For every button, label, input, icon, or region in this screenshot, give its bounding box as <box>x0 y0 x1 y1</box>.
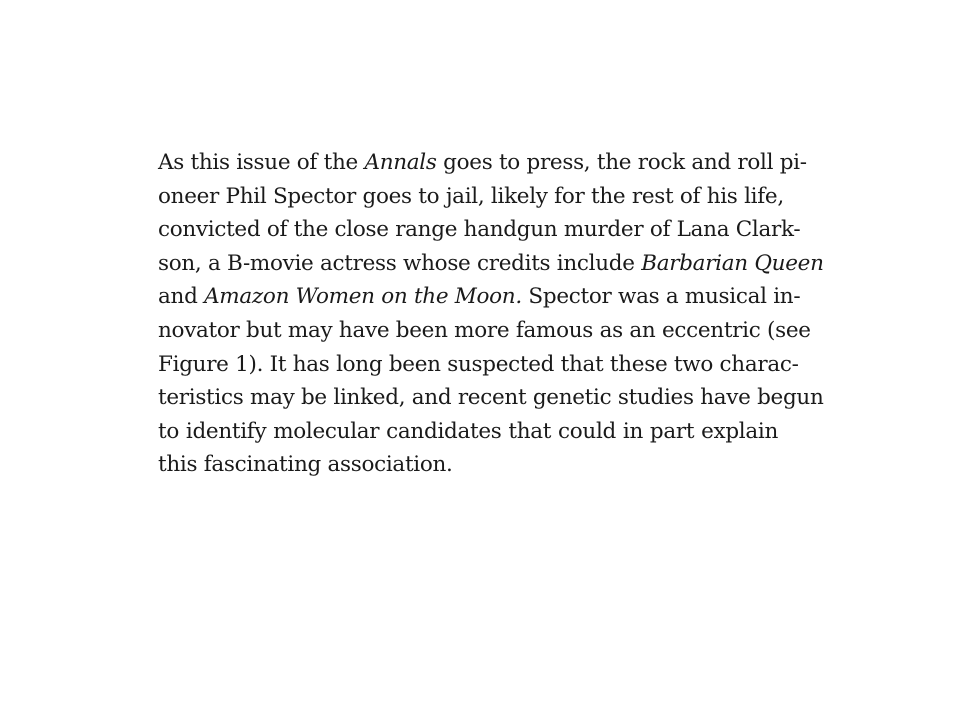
paragraph-line-7 <box>158 348 799 382</box>
text-segment: this fascinating association. <box>158 452 453 478</box>
text-segment: son, a B-movie actress whose credits include <box>158 250 642 276</box>
paragraph-line-6 <box>158 314 811 348</box>
text-segment: and <box>158 284 205 310</box>
paragraph-line-9 <box>158 415 778 449</box>
text-segment: novator but may have been more famous as an eccentric (see <box>158 317 811 343</box>
paragraph-line-10 <box>158 448 778 482</box>
text-segment: convicted of the close range handgun murder of Lana Clark- <box>158 217 801 243</box>
film-title-italic: Amazon Women on the Moon. <box>204 284 522 310</box>
text-segment: oneer Phil Spector goes to jail, likely for the rest of his life, <box>158 183 784 209</box>
paragraph-line-5 <box>158 280 801 314</box>
text-segment: teristics may be linked, and recent genetic studies have begun <box>158 385 824 411</box>
paragraph-line-1 <box>158 146 807 180</box>
paragraph-line-3 <box>158 213 801 247</box>
text-segment: to identify molecular candidates that could in part explain <box>158 418 778 444</box>
text-segment: As this issue of the <box>158 150 365 175</box>
paragraph-line-8 <box>158 381 824 415</box>
film-title-italic: Barbarian Queen <box>641 250 824 276</box>
journal-title-italic: Annals <box>364 150 437 175</box>
text-segment: goes to press, the rock and roll pi- <box>436 150 807 175</box>
paragraph-line-4 <box>158 247 824 281</box>
text-segment: Spector was a musical in- <box>521 284 801 310</box>
body-paragraph <box>158 146 824 482</box>
text-segment: Figure 1). It has long been suspected that these two charac- <box>158 351 799 377</box>
paragraph-line-2 <box>158 180 784 214</box>
